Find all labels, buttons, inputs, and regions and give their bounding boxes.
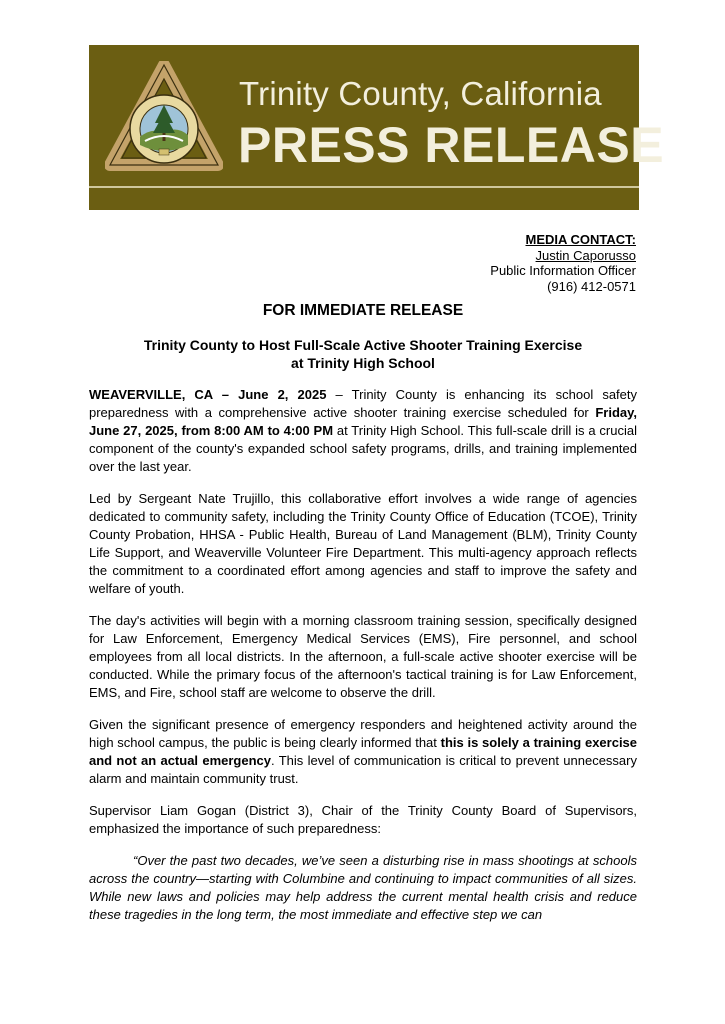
supervisor-quote: “Over the past two decades, we’ve seen a disturbing rise in mass shootings at schools across the country—starting with Columbine and continuing to impact communities of all sizes. While new laws and policies may help address the current mental health crisis and reduce these tragedies in the long term, the most immediate and effective step we can	[89, 853, 637, 922]
press-release-banner	[89, 45, 665, 210]
headline	[89, 336, 637, 372]
dateline: WEAVERVILLE, CA – June 2, 2025	[89, 387, 327, 402]
banner-subtitle: PRESS RELEASE	[238, 117, 665, 173]
event-time: Friday, June 27, 2025, from 8:00 AM to 4:00 PM	[89, 405, 637, 438]
media-contact	[490, 232, 636, 294]
paragraph-public-notice: Given the significant presence of emergency responders and heightened activity around the high school campus, the public is being clearly informed that this is solely a training exercise and not an actual emergency. This level of communication is critical to prevent unnecessary alarm and maintain community trust.	[89, 717, 638, 786]
media-contact-title: Public Information Officer	[490, 263, 636, 278]
article-body	[89, 386, 637, 938]
paragraph-supervisor: Supervisor Liam Gogan (District 3), Chair of the Trinity County Board of Supervisors, emphasized the importance of such preparedness:	[89, 803, 637, 836]
media-contact-name[interactable]: Justin Caporusso	[535, 247, 636, 263]
media-contact-label: MEDIA CONTACT:	[525, 232, 636, 247]
headline-line-2: at Trinity High School	[291, 355, 435, 371]
paragraph-activities: The day's activities will begin with a morning classroom training session, specifically designed for Law Enforcement, Emergency Medical Services (EMS), Fire personnel, and school employees from all local districts. In the afternoon, a full-scale active shooter exercise will be conducted. While the primary focus of the afternoon's tactical training is for Law Enforcement, EMS, and Fire, school staff are welcome to observe the drill.	[89, 613, 637, 700]
paragraph-intro: WEAVERVILLE, CA – June 2, 2025 – Trinity County is enhancing its school safety preparedness with a comprehensive active shooter training exercise scheduled for Friday, June 27, 2025, from 8:00 AM to 4:00 PM at Trinity High School. This full-scale drill is a crucial component of the county's expanded school safety programs, drills, and training implemented over the last year.	[89, 387, 637, 474]
headline-line-1: Trinity County to Host Full-Scale Active Shooter Training Exercise	[143, 337, 583, 353]
trinity-county-seal-icon	[105, 61, 223, 173]
media-contact-phone: (916) 412-0571	[547, 278, 636, 294]
paragraph-agencies: Led by Sergeant Nate Trujillo, this collaborative effort involves a wide range of agencies dedicated to community safety, including the Trinity County Office of Education (TCOE), Trinity County Probation, HHSA - Public Health, Bureau of Land Management (BLM), Trinity County Life Support, and Weaverville Volunteer Fire Department. This multi-agency approach reflects the commitment to a coordinated effort among agencies and staff to improve the safety and welfare of youth.	[89, 491, 637, 596]
banner-divider	[89, 186, 639, 188]
banner-title: Trinity County, California	[239, 75, 602, 112]
release-notice: FOR IMMEDIATE RELEASE	[262, 302, 464, 319]
training-notice: this is solely a training exercise and not an actual emergency	[89, 735, 638, 768]
